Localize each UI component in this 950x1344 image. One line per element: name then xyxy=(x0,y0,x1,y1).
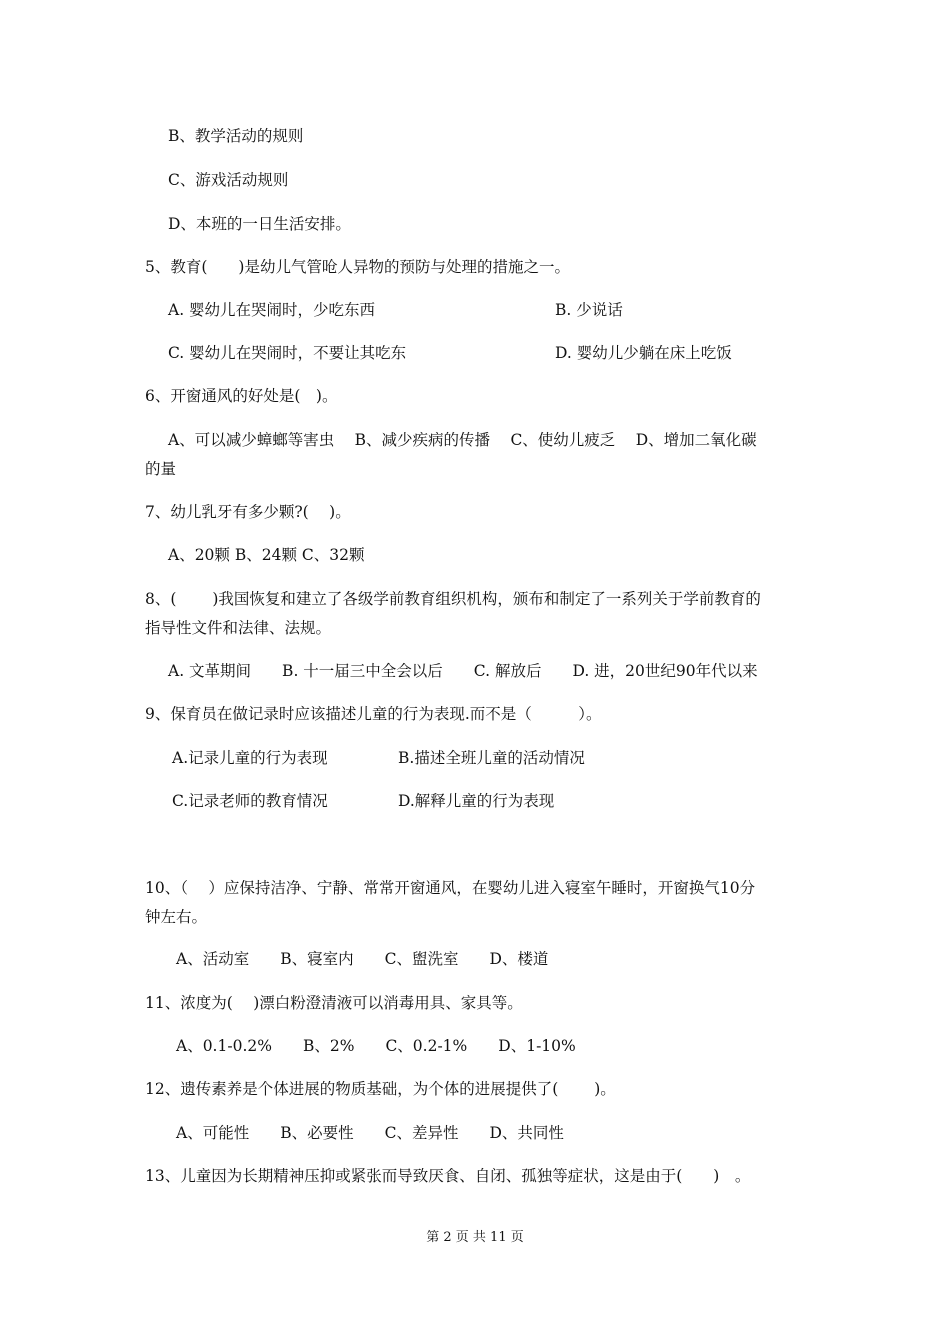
q10-stem-line2: 钟左右。 xyxy=(145,908,208,926)
q8-stem-line1: 8、( )我国恢复和建立了各级学前教育组织机构，颁布和制定了一系列关于学前教育的 xyxy=(145,590,761,608)
q4-option-d: D、本班的一日生活安排。 xyxy=(168,215,351,233)
q8-options: A. 文革期间 B. 十一届三中全会以后 C. 解放后 D. 进，20世纪90年代以来 xyxy=(168,662,758,680)
q5-option-c: C. 婴幼儿在哭闹时，不要让其吃东 xyxy=(168,344,407,362)
q7-stem: 7、幼儿乳牙有多少颗?( )。 xyxy=(145,503,351,521)
q5-stem: 5、教育( )是幼儿气管呛人异物的预防与处理的措施之一。 xyxy=(145,258,570,276)
q9-option-b: B.描述全班儿童的活动情况 xyxy=(398,749,585,767)
q11-options: A、0.1-0.2% B、2% C、0.2-1% D、1-10% xyxy=(176,1037,576,1055)
q6-options-line2: 的量 xyxy=(145,460,177,478)
q12-options: A、可能性 B、必要性 C、差异性 D、共同性 xyxy=(176,1124,564,1142)
q12-stem: 12、遗传素养是个体进展的物质基础，为个体的进展提供了( )。 xyxy=(145,1080,616,1098)
q6-stem: 6、开窗通风的好处是( )。 xyxy=(145,387,338,405)
q10-stem-line1: 10、（ ）应保持洁净、宁静、常常开窗通风，在婴幼儿进入寝室午睡时，开窗换气10分 xyxy=(145,879,756,897)
q13-stem: 13、儿童因为长期精神压抑或紧张而导致厌食、自闭、孤独等症状，这是由于( ) 。 xyxy=(145,1167,751,1185)
q5-option-a: A. 婴幼儿在哭闹时，少吃东西 xyxy=(168,301,376,319)
q9-stem: 9、保育员在做记录时应该描述儿童的行为表现.而不是（ ）。 xyxy=(145,705,602,723)
page-number-footer: 第 2 页 共 11 页 xyxy=(426,1230,524,1245)
q10-options: A、活动室 B、寝室内 C、盥洗室 D、楼道 xyxy=(176,950,549,968)
q9-option-a: A.记录儿童的行为表现 xyxy=(172,749,328,767)
q4-option-b: B、教学活动的规则 xyxy=(168,127,304,145)
q9-option-d: D.解释儿童的行为表现 xyxy=(398,792,555,810)
q4-option-c: C、游戏活动规则 xyxy=(168,171,289,189)
q9-option-c: C.记录老师的教育情况 xyxy=(172,792,328,810)
q11-stem: 11、浓度为( )漂白粉澄清液可以消毒用具、家具等。 xyxy=(145,994,523,1012)
q5-option-b: B. 少说话 xyxy=(555,301,623,319)
q5-option-d: D. 婴幼儿少躺在床上吃饭 xyxy=(555,344,732,362)
q8-stem-line2: 指导性文件和法律、法规。 xyxy=(145,619,332,637)
q7-options: A、20颗 B、24颗 C、32颗 xyxy=(168,546,365,564)
q6-options-line1: A、可以减少蟑螂等害虫 B、减少疾病的传播 C、使幼儿疲乏 D、增加二氧化碳 xyxy=(168,431,757,449)
